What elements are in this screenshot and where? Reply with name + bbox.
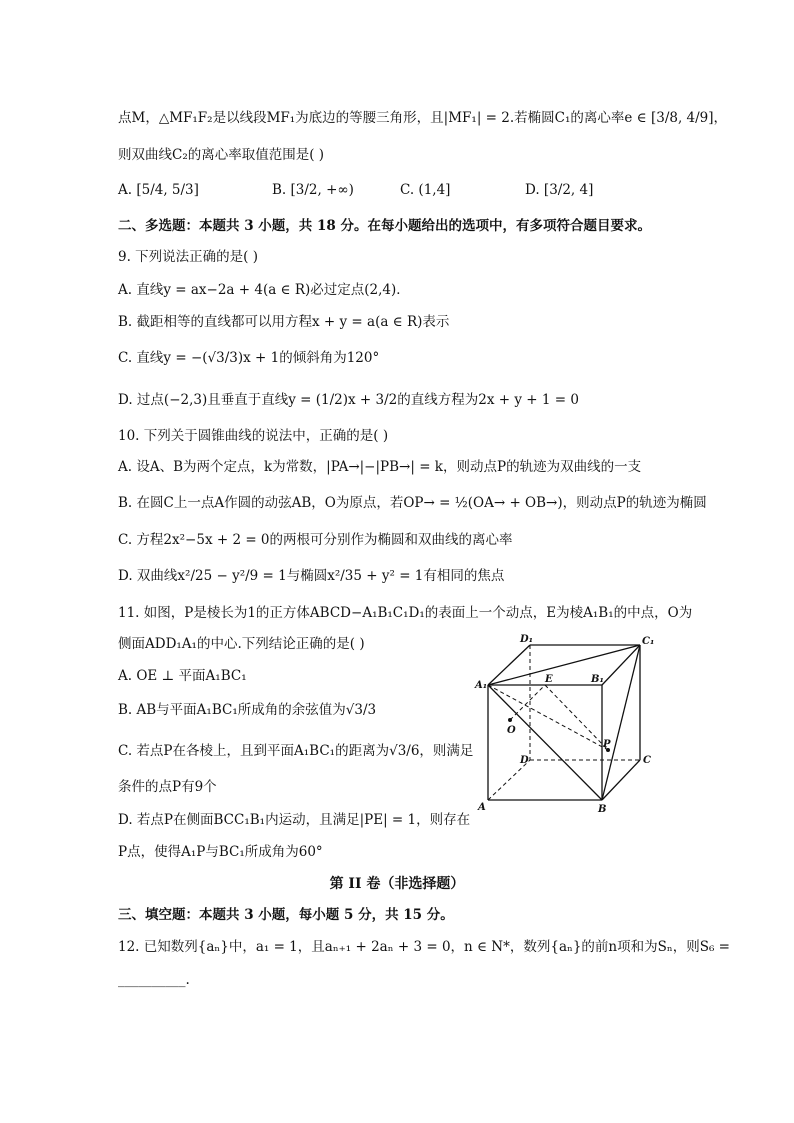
- edge-B1C1: [602, 645, 640, 685]
- line-A1P: [488, 685, 608, 750]
- label-P: P: [603, 739, 611, 750]
- point-O: [508, 718, 512, 722]
- label-A: A: [478, 802, 486, 813]
- label-B: B: [598, 804, 607, 815]
- q10-stem: 10. 下列关于圆锥曲线的说法中，正确的是( ): [118, 428, 389, 444]
- q11-option-b: B. AB与平面A₁BC₁所成角的余弦值为√3/3: [118, 702, 377, 718]
- label-C1: C₁: [642, 636, 655, 647]
- q11-option-d-line2: P点，使得A₁P与BC₁所成角为60°: [118, 844, 323, 860]
- q11-stem-line2: 侧面ADD₁A₁的中心.下列结论正确的是( ): [118, 636, 365, 652]
- q10-option-d: D. 双曲线x²/25 − y²/9 = 1与椭圆x²/35 + y² = 1有相同的焦点: [118, 568, 505, 584]
- line-OE: [510, 685, 545, 720]
- cube-figure: [470, 630, 670, 815]
- q12-answer-blank: __________.: [118, 972, 190, 988]
- q9-option-a: A. 直线y = ax−2a + 4(a ∈ R)必过定点(2,4)．: [118, 282, 410, 298]
- q9-option-c: C. 直线y = −(√3/3)x + 1的倾斜角为120°: [118, 350, 380, 366]
- q9-option-d: D. 过点(−2,3)且垂直于直线y = (1/2)x + 3/2的直线方程为2x + y + 1 = 0: [118, 392, 579, 408]
- label-O: O: [507, 725, 516, 736]
- q11-option-d-line1: D. 若点P在侧面BCC₁B₁内运动，且满足|PE| = 1，则存在: [118, 812, 471, 828]
- edge-AD-hidden: [488, 760, 530, 800]
- line-A1C1: [488, 645, 640, 685]
- q8-option-d: D. [3/2, 4]: [525, 182, 594, 198]
- part-2-title: 第 II 卷（非选择题）: [329, 876, 465, 892]
- q11-stem-line1: 11. 如图，P是棱长为1的正方体ABCD−A₁B₁C₁D₁的表面上一个动点，E为棱A₁B₁的中点，O为: [118, 605, 693, 621]
- q10-option-c: C. 方程2x²−5x + 2 = 0的两根可分别作为椭圆和双曲线的离心率: [118, 532, 513, 548]
- q11-option-a: A. OE ⊥ 平面A₁BC₁: [118, 668, 247, 684]
- q9-option-b: B. 截距相等的直线都可以用方程x + y = a(a ∈ R)表示: [118, 314, 450, 330]
- label-B1: B₁: [591, 674, 604, 685]
- line-BC1: [602, 645, 640, 800]
- line-EP: [545, 685, 608, 750]
- q8-stem-line: 点M，△MF₁F₂是以线段MF₁为底边的等腰三角形，且|MF₁| = 2.若椭圆C₁的离心率e ∈ [3/8, 4/9]，: [118, 110, 728, 126]
- q8-stem-line2: 则双曲线C₂的离心率取值范围是( ): [118, 147, 325, 163]
- q11-option-c-line1: C. 若点P在各棱上，且到平面A₁BC₁的距离为√3/6，则满足: [118, 743, 474, 759]
- label-D: D: [520, 755, 529, 766]
- q8-option-a: A. [5/4, 5/3]: [118, 182, 199, 198]
- q9-stem: 9. 下列说法正确的是( ): [118, 249, 258, 265]
- q12-stem: 12. 已知数列{aₙ}中，a₁ = 1，且aₙ₊₁ + 2aₙ + 3 = 0，n ∈ N*，数列{aₙ}的前n项和为Sₙ，则S₆ =: [118, 939, 730, 955]
- q10-option-b: B. 在圆C上一点A作圆的动弦AB，O为原点，若OP→ = ½(OA→ + OB→)，则动点P的轨迹为椭圆: [118, 495, 707, 511]
- label-D1: D₁: [520, 634, 534, 645]
- line-A1B: [488, 685, 602, 800]
- edge-BC: [602, 760, 640, 800]
- q11-option-c-line2: 条件的点P有9个: [118, 779, 217, 795]
- label-A1: A₁: [475, 680, 488, 691]
- q10-option-a: A. 设A、B为两个定点，k为常数，|PA→|−|PB→| = k，则动点P的轨迹为双曲线的一支: [118, 459, 642, 475]
- section-2-heading: 二、多选题：本题共 3 小题，共 18 分。在每小题给出的选项中，有多项符合题目要求。: [118, 218, 651, 234]
- q8-option-b: B. [3/2, +∞): [272, 182, 354, 198]
- label-E: E: [545, 674, 553, 685]
- q8-option-c: C. (1,4]: [400, 182, 451, 198]
- section-3-heading: 三、填空题：本题共 3 小题，每小题 5 分，共 15 分。: [118, 907, 454, 923]
- label-C: C: [643, 755, 651, 766]
